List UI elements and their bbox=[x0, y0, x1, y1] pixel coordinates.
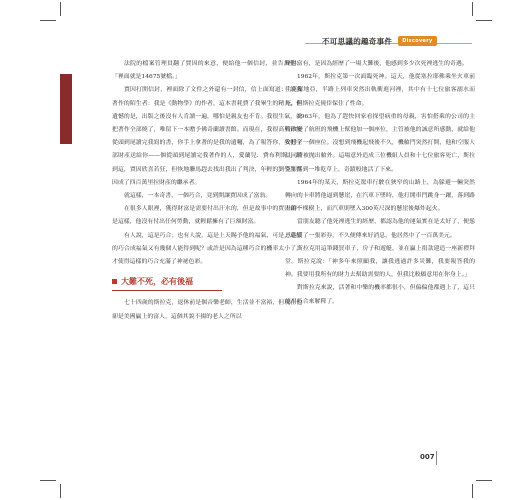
paragraph: 1963年，他為了趕快回家看探望病重的母親，害怕搭乘的公司的主管改變了航班的飛機上幫他加一個座位，主管被他的誠意所感動，就給他安排了一個座位。沒想到飛機起飛後不久，機艙門突然打開，他和空服人員同時被抛出艙外。這場意外造成三位機組人員和十七位旅客死亡，斯拉克卻落到一堆乾草上，奇蹟般地活了下來。 bbox=[285, 113, 475, 173]
paragraph: 當朋友聽了他死裡逃生的經歷，都認為他的運氣實在是太好了，便慫恿他買了一張彩券，不久便傳來好消息，他居然中了一百萬美元。 bbox=[285, 219, 475, 239]
left-column bbox=[112, 58, 302, 324]
paragraph: 1964年的某天，斯拉克駕車行駛在狹窄的山路上，為躲避一輛突然轉向的卡車將他逼到懸崖，在汽車下墜時，他打開車門跳身一躍，落到路上的一棵樹上，而汽車則墜入300英尺深的懸崖後爆炸起火。 bbox=[285, 179, 475, 213]
crop-mark bbox=[472, 2, 473, 16]
paragraph: 有人說，這是巧合；也有人說，這是上天賜予他的福氣，可是，這樣的巧合成福氣又有幾個人能得到呢？或許是因為這種巧合的機率太小了，才使得這樣的巧合充滿了神祕色彩。 bbox=[112, 232, 302, 266]
header-badge: Discovery bbox=[398, 36, 436, 46]
paragraph: 七十四歲的斯拉克，退休前是個音樂老師，生活並不富裕，但現在他卻是美國贏上的富人，這個其貌不揚的老人之所以 bbox=[112, 300, 302, 320]
right-column bbox=[285, 58, 475, 309]
paragraph: 賈因打開信封，裡面除了文件之外還有一封信，信上面寫道：「讀我著作的陌生者：我是《動物學》的作者，這本書耗費了我畢生的精力，但遺憾的是，出版之後沒有人肯讀一遍，哪怕是親友也不肯。我很生氣，就把著作全部燒了，唯留下一本贈予佛奇蘭讀書館。而現在，我很高興你能從頭到尾讀完我寫的書，你手上拿著的是我的遺囑，為了報答你，我把全部財產送給你——個從頭到尾讀完我著作的人，愛蘭兒．費布利斯。」讀到這，賈因欣喜若狂，但恢地聯馬趕去找出我出了判決，年輕的劉學生賈因成了四百萬里拉財產的繼承者。 bbox=[112, 87, 302, 186]
page-number: 007 bbox=[420, 453, 435, 461]
paragraph: 對斯拉克來說，活著和中樂的機率都很小，但偏偏他都遇上了，這只能用巧合來解釋了。 bbox=[285, 285, 475, 305]
paragraph: 變得富有，是因為經歷了一場大難後，他感到多少次死裡逃生的奇遇。 bbox=[285, 61, 468, 67]
section-heading bbox=[112, 275, 222, 291]
crop-mark bbox=[60, 2, 61, 16]
paragraph: 斯拉克用這筆錢買車子、房子和遊艇，並在贏上捐款建造一座新禮拜堂。斯拉克說：「神多年來照顧我，讓我逃過許多災難，我要報答我的神。我要用我所有的財力去幫助需要的人，但我比較願意用在你身上。」 bbox=[285, 245, 475, 279]
crop-mark bbox=[476, 20, 492, 21]
section-heading-text: 大難不死，必有後福 bbox=[121, 277, 193, 287]
page-number-divider bbox=[436, 451, 437, 465]
section-marker-icon bbox=[112, 279, 117, 284]
crop-mark bbox=[40, 20, 56, 21]
chapter-tab bbox=[60, 74, 72, 144]
header-title: 不可思議的趣奇事件 bbox=[322, 36, 393, 46]
crop-mark bbox=[472, 484, 473, 498]
crop-mark bbox=[60, 484, 61, 498]
paragraph: 在很多人眼裡，獲得財富是需要付出汗水的，但是故事中的賈因卻不是這樣，他沒有付出任何勞動，就輕鬆擁有了巨額財富。 bbox=[112, 206, 302, 226]
crop-mark bbox=[476, 480, 492, 481]
paragraph: 就這樣，一本奇書，一個巧合，竟到開讓賈因成了富翁。 bbox=[124, 193, 272, 200]
crop-mark bbox=[40, 480, 56, 481]
paragraph: 1962年，斯拉克第一次面臨死神。這天，他從塞拉耶佛乘坐火車前往克羅地亞，半路上列車突然出軌衝進河裡，其中有十七位旅客溺水而死，但斯拉克僥倖保住了性命。 bbox=[285, 74, 475, 107]
running-header bbox=[322, 34, 437, 48]
paragraph: 法院的檔案管理員翻了賈因的來意，便給他一個信封，並告訴他：「裡面就是14675號檔。」 bbox=[112, 61, 302, 81]
